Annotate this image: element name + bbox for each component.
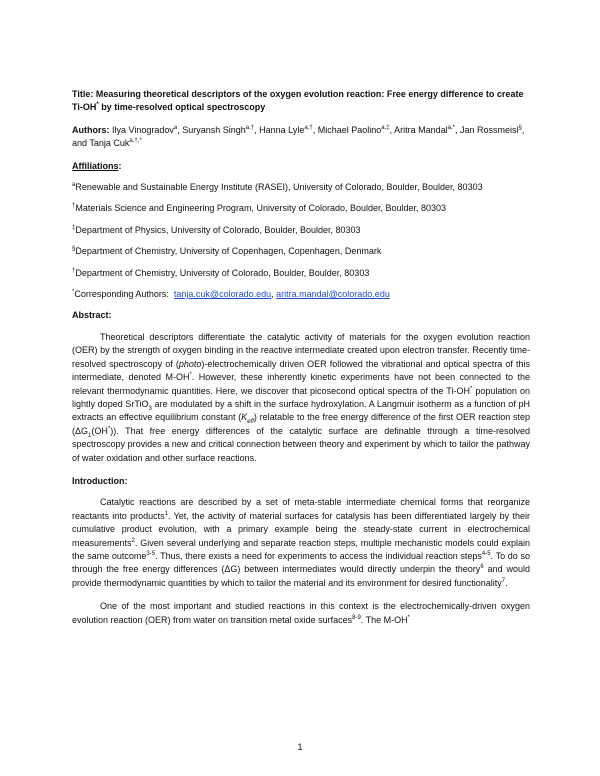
paper-title — [72, 88, 530, 115]
author-name: Hanna Lyle — [259, 124, 305, 135]
affiliation-item — [72, 181, 530, 194]
corresponding-authors — [72, 288, 530, 301]
citation: * — [407, 614, 410, 621]
abstract-sub: 1 — [88, 432, 92, 439]
email-link-mandal[interactable]: aritra.mandal@colorado.edu — [276, 289, 390, 300]
intro-text: . Given several underlying and separate reaction steps, multiple mechanistic models could explain the same outcome — [72, 537, 530, 561]
intro-text: . The M-OH — [360, 614, 408, 625]
corresponding-mark: * — [72, 289, 75, 296]
intro-text: . — [505, 577, 508, 588]
abstract-sup: * — [189, 372, 192, 379]
affiliation-item — [72, 202, 530, 215]
corresponding-label: Corresponding Authors: — [74, 289, 174, 300]
affiliation-text: Department of Physics, University of Colorado, Boulder, Boulder, 80303 — [75, 224, 361, 235]
author-affiliation-mark: § — [518, 124, 522, 131]
abstract-text: )). That free energy differences of the catalytic surface are definable through a time-resolved spectroscopy provides a new and critical connection between theory and experiment by which to tailor the pathway of water oxidation and other surface reactions. — [72, 425, 530, 463]
affiliations-heading-text: Affiliations — [72, 160, 119, 171]
affiliation-mark: § — [72, 246, 76, 253]
author-name: Aritra Mandal — [394, 124, 448, 135]
citation: 3-5 — [146, 550, 156, 557]
author-affiliation-mark: a,† — [304, 124, 313, 131]
title-text: Title: Measuring theoretical descriptors of the oxygen evolution reaction: Free energy difference to create Ti-OH — [72, 89, 524, 113]
affiliation-text: Department of Chemistry, University of Colorado, Boulder, Boulder, 80303 — [75, 267, 370, 278]
abstract-italic: photo — [178, 358, 202, 369]
abstract-text: are modulated by a shift in the surface hydroxylation. A Langmuir isotherm as a function of pH extracts an effective equilibrium constant ( — [72, 398, 530, 423]
affiliation-mark: † — [72, 203, 76, 210]
intro-text: and would provide thermodynamic quantities by which to tailor the material and its environment for desired functionality — [72, 564, 530, 588]
abstract-sub: 3 — [148, 405, 152, 412]
abstract-text: )-electrochemically driven OER followed the vibrational and optical spectra of this intermediate, denoted M-OH — [72, 358, 530, 383]
title-superscript: * — [96, 102, 99, 109]
intro-paragraph-2 — [72, 600, 530, 627]
affiliation-item — [72, 224, 530, 237]
author-affiliation-mark: a — [173, 124, 178, 131]
author-name: Jan Rossmeisl — [460, 124, 519, 135]
abstract-text: population on lightly doped SrTiO — [72, 385, 530, 409]
affiliation-item — [72, 245, 530, 258]
abstract-text: Theoretical descriptors differentiate the catalytic activity of materials for the oxygen evolution reaction (OER) by the strength of oxygen binding in the reactive intermediate created upon electron transfer. Recently time-resolved spectroscopy of ( — [72, 331, 530, 369]
intro-text: Catalytic reactions are described by a set of meta-stable intermediate chemical forms that reorganize reactants into products — [72, 497, 530, 521]
author-name: Ilya Vinogradov — [112, 124, 174, 135]
author-separator: , — [389, 124, 395, 135]
citation: 4-5 — [481, 550, 491, 557]
author-separator: , and — [72, 124, 525, 149]
author-name: Suryansh Singh — [182, 124, 246, 135]
k-eff-symbol: K — [241, 412, 248, 423]
abstract-sup: * — [107, 425, 111, 432]
intro-text: . Yet, the activity of material surfaces for catalysis has been differentiated largely by their cumulative product evolution, with a primary example being the steady-state current in electrochemical measurements — [72, 510, 530, 548]
intro-paragraph-1 — [72, 496, 530, 590]
author-affiliation-mark: a,‡ — [381, 124, 390, 131]
paper-body — [72, 88, 530, 637]
introduction-heading: Introduction: — [72, 475, 128, 486]
citation: 2 — [131, 537, 135, 544]
author-separator: , — [312, 124, 318, 135]
affiliation-mark: a — [72, 182, 76, 189]
k-eff-subscript — [247, 419, 254, 425]
citation: 6 — [480, 564, 484, 571]
abstract-text: . However, these inherently kinetic experiments have not been connected to the relevant thermodynamic quantities. Here, we discover that picosecond optical spectra of the Ti-OH — [72, 372, 530, 396]
affiliation-item — [72, 267, 530, 280]
k-eff-subscript-text: eff — [247, 419, 254, 426]
author-separator: , — [177, 124, 183, 135]
affiliations-colon: : — [118, 160, 122, 171]
affiliation-text: Department of Chemistry, University of Copenhagen, Copenhagen, Denmark — [75, 246, 382, 257]
author-affiliation-mark: a,† — [245, 124, 255, 131]
citation: 7 — [501, 577, 506, 584]
affiliation-text: Materials Science and Engineering Program, University of Colorado, Boulder, Boulder, 80303 — [75, 203, 447, 214]
email-separator: , — [271, 289, 277, 300]
author-list — [72, 124, 530, 151]
affiliation-mark: ‡ — [72, 224, 76, 231]
abstract-heading: Abstract: — [72, 310, 112, 321]
title-text-end: by time-resolved optical spectroscopy — [98, 102, 266, 113]
author-affiliation-mark: a,†,* — [129, 138, 142, 145]
author-affiliation-mark: a,* — [447, 124, 455, 131]
author-separator: , — [455, 124, 461, 135]
author-name: Tanja Cuk — [89, 138, 130, 149]
email-link-cuk[interactable]: tanja.cuk@colorado.edu — [173, 289, 272, 300]
citation: 1 — [164, 510, 168, 517]
page-number: 1 — [297, 742, 303, 752]
intro-text: One of the most important and studied reactions in this context is the electrochemically-driven oxygen evolution reaction (OER) from water on transition metal oxide surfaces — [72, 601, 530, 625]
citation: 8-9 — [352, 614, 361, 621]
abstract-paragraph — [72, 331, 530, 465]
author-name: Michael Paolino — [317, 124, 382, 135]
abstract-text: (OH — [91, 425, 108, 436]
author-separator: , — [254, 124, 260, 135]
affiliations-heading — [72, 160, 530, 173]
abstract-sup: * — [469, 385, 473, 392]
intro-text: . To do so through the free energy differences (ΔG) between intermediates would directly underpin the theory — [72, 550, 530, 575]
authors-label: Authors: — [72, 124, 110, 135]
intro-text: . Thus, there exists a need for experiments to access the individual reaction steps — [155, 550, 482, 561]
abstract-text: ) relatable to the free energy difference of the first OER reaction step (ΔG — [72, 412, 530, 436]
affiliation-text: Renewable and Sustainable Energy Institute (RASEI), University of Colorado, Boulder, Boulder, 80303 — [75, 182, 483, 193]
affiliation-mark: † — [72, 267, 76, 274]
